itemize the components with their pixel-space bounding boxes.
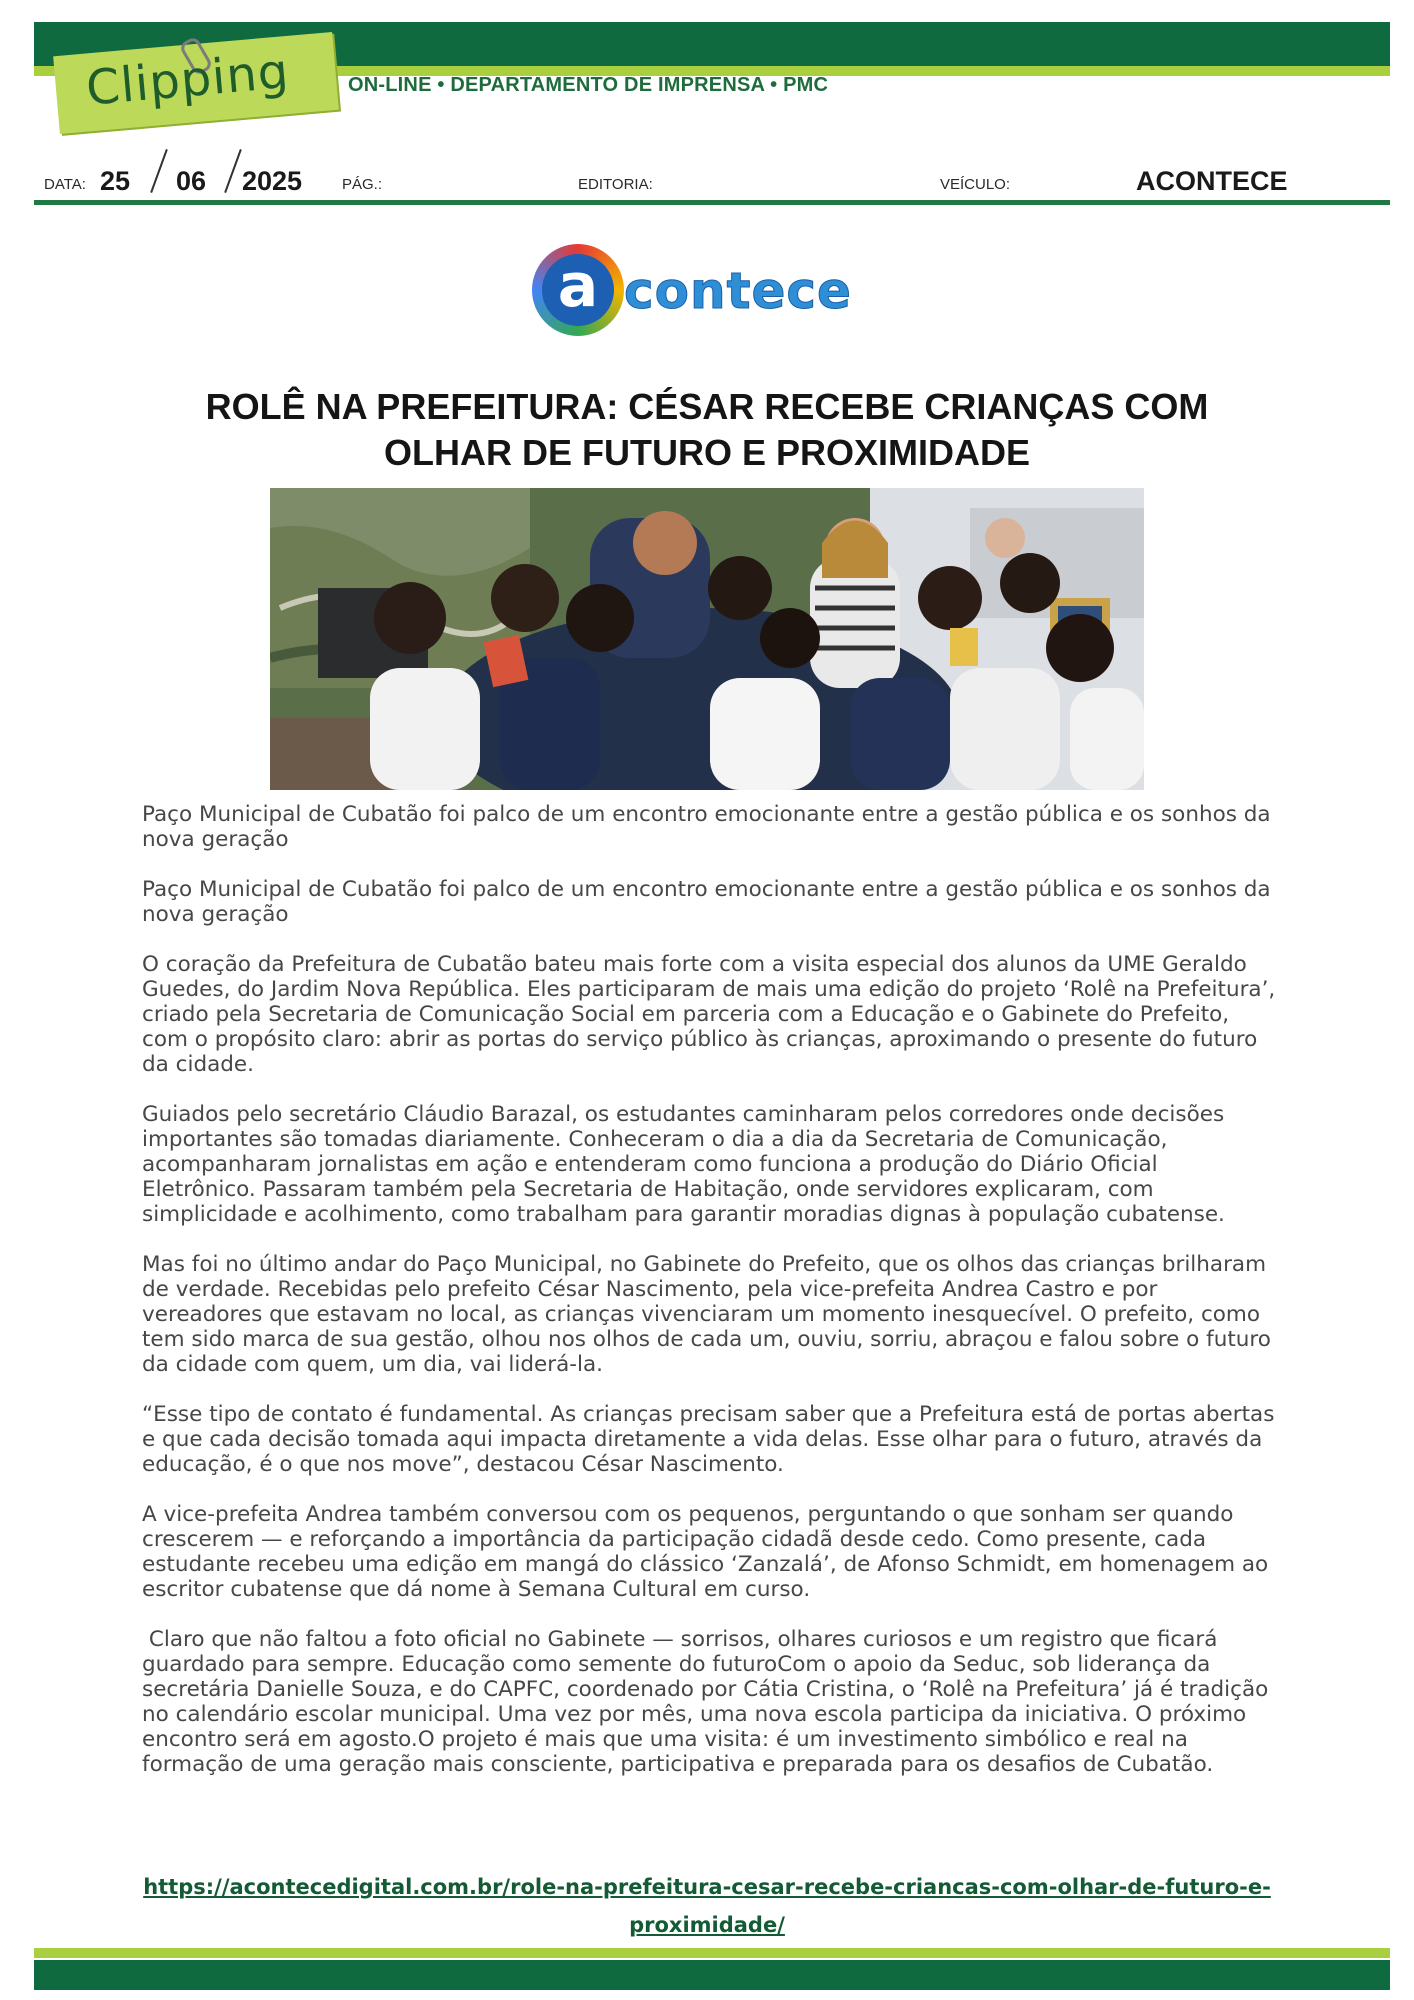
article-paragraph: Claro que não faltou a foto oficial no Gabinete — sorrisos, olhares curiosos e um registro que ficará guardado para sempre. Educação como semente do futuroCom o apoio da Seduc, sob liderança da secretária Danielle Souza, e do CAPFC, coordenado por Cátia Cristina, o ‘Rolê na Prefeitura’ já é tradição no calendário escolar municipal. Uma vez por mês, uma nova escola participa da iniciativa. O próximo encontro será em agosto.O projeto é mais que uma visita: é um investimento simbólico e real na formação de uma geração mais consciente, participativa e preparada para os desafios de Cubatão. [142,1627,1276,1777]
department-subtitle: ON-LINE • DEPARTAMENTO DE IMPRENSA • PMC [348,74,829,96]
acontece-logo [532,240,882,340]
date-separator [150,149,168,193]
article-paragraph: “Esse tipo de contato é fundamental. As crianças precisam saber que a Prefeitura está de portas abertas e que cada decisão tomada aqui impacta diretamente a vida delas. Esse olhar para o futuro, através da educação, é o que nos move”, destacou César Nascimento. [142,1402,1275,1477]
clipping-label: Clipping [83,43,292,117]
source-link-line-1[interactable]: https://acontecedigital.com.br/role-na-prefeitura-cesar-recebe-criancas-com-olhar-de-futuro-e- [143,1875,1271,1899]
veiculo-label: VEÍCULO: [940,176,1011,193]
clipping-meta-row [44,162,1384,202]
article-title-line-1: ROLÊ NA PREFEITURA: CÉSAR RECEBE CRIANÇAS COM [205,386,1209,427]
article-paragraph: Guiados pelo secretário Cláudio Barazal, os estudantes caminharam pelos corredores onde decisões importantes são tomadas diariamente. Conheceram o dia a dia da Secretaria de Comunicação, acompanharam jornalistas em ação e entenderam como funciona a produção do Diário Oficial Eletrônico. Passaram também pela Secretaria de Habitação, onde servidores explicaram, com simplicidade e acolhimento, como trabalham para garantir moradias dignas à população cubatense. [142,1102,1225,1227]
date-label: DATA: [44,176,86,193]
source-link[interactable] [100,1868,1314,1944]
article-paragraph: Mas foi no último andar do Paço Municipal, no Gabinete do Prefeito, que os olhos das crianças brilharam de verdade. Recebidas pelo prefeito César Nascimento, pela vice-prefeita Andrea Castro e por vereadores que estavam no local, as crianças vivenciaram um momento inesquecível. O prefeito, como tem sido marca de sua gestão, olhou nos olhos de cada um, ouviu, sorriu, abraçou e falou sobre o futuro da cidade com quem, um dia, vai liderá-la. [142,1252,1271,1377]
article-paragraph: Paço Municipal de Cubatão foi palco de um encontro emocionante entre a gestão pública e os sonhos da nova geração [142,877,1271,927]
editoria-label: EDITORIA: [578,176,653,193]
logo-letter: a [542,254,614,326]
article-body [142,802,1278,1802]
logo-wordmark: contece [624,262,852,320]
article-photo [270,488,1144,790]
date-separator [224,149,242,193]
article-paragraph: A vice-prefeita Andrea também conversou com os pequenos, perguntando o que sonham ser quando crescerem — e reforçando a importância da participação cidadã desde cedo. Como presente, cada estudante recebeu uma edição em mangá do clássico ‘Zanzalá’, de Afonso Schmidt, em homenagem ao escritor cubatense que dá nome à Semana Cultural em curso. [142,1502,1269,1602]
source-link-line-2[interactable]: proximidade/ [629,1913,785,1937]
date-day: 25 [100,166,131,196]
date-year: 2025 [242,166,303,196]
article-title [180,384,1234,476]
article-paragraph: Paço Municipal de Cubatão foi palco de um encontro emocionante entre a gestão pública e os sonhos da nova geração [142,802,1271,852]
page-label: PÁG.: [342,176,383,193]
date-month: 06 [176,166,207,196]
meta-divider [34,200,1390,205]
footer-band [34,1960,1390,1990]
article-paragraph: O coração da Prefeitura de Cubatão bateu mais forte com a visita especial dos alunos da UME Geraldo Guedes, do Jardim Nova República. Eles participaram de mais uma edição do projeto ‘Rolê na Prefeitura’, criado pela Secretaria de Comunicação Social em parceria com a Educação e o Gabinete do Prefeito, com o propósito claro: abrir as portas do serviço público às crianças, aproximando o presente do futuro da cidade. [142,952,1276,1077]
veiculo-value: ACONTECE [1136,166,1288,196]
footer-accent-stripe [34,1948,1390,1958]
article-title-line-2: OLHAR DE FUTURO E PROXIMIDADE [383,432,1030,473]
logo-ring [532,244,624,336]
